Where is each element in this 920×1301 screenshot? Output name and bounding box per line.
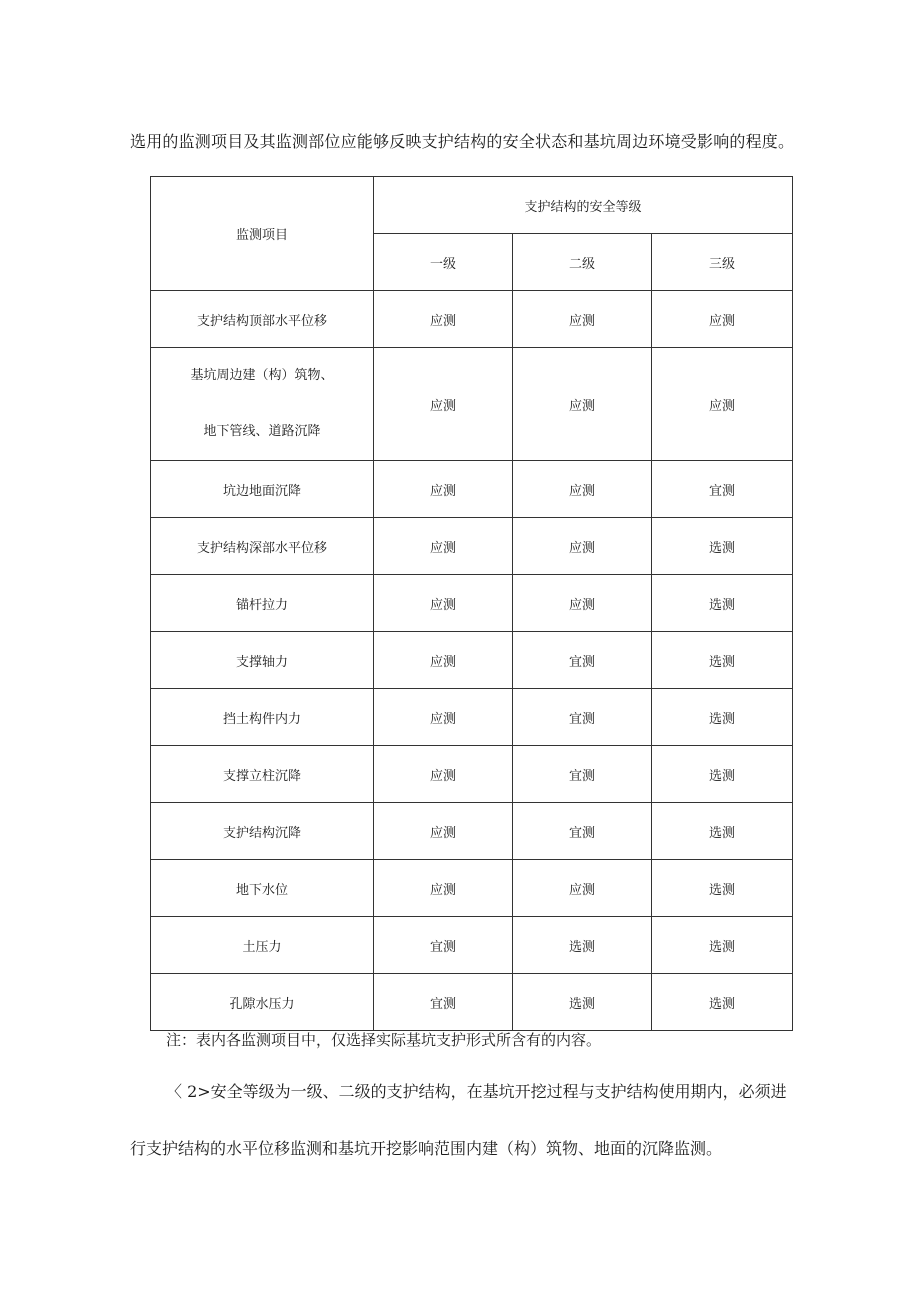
grade-3-cell: 应测 bbox=[652, 348, 793, 461]
grade-2-cell: 选测 bbox=[513, 917, 652, 974]
item-cell: 支撑立柱沉降 bbox=[151, 746, 374, 803]
table-header-row bbox=[151, 177, 793, 234]
table-row bbox=[151, 291, 793, 348]
table-row bbox=[151, 348, 793, 461]
item-cell: 支护结构顶部水平位移 bbox=[151, 291, 374, 348]
paragraph-line-1: 〈 2>安全等级为一级、二级的支护结构，在基坑开挖过程与支护结构使用期内，必须进 bbox=[166, 1082, 787, 1101]
grade-3-cell: 选测 bbox=[652, 746, 793, 803]
paragraph-line-2: 行支护结构的水平位移监测和基坑开挖影响范围内建（构）筑物、地面的沉降监测。 bbox=[130, 1139, 723, 1158]
grade-2-cell: 应测 bbox=[513, 291, 652, 348]
grade-3-cell: 选测 bbox=[652, 803, 793, 860]
grade-1-header: 一级 bbox=[374, 234, 513, 291]
grade-header-cell: 支护结构的安全等级 bbox=[374, 177, 793, 234]
item-cell: 支撑轴力 bbox=[151, 632, 374, 689]
grade-1-cell: 应测 bbox=[374, 461, 513, 518]
grade-2-cell: 应测 bbox=[513, 860, 652, 917]
grade-1-cell: 应测 bbox=[374, 518, 513, 575]
table-row bbox=[151, 803, 793, 860]
grade-2-cell: 宜测 bbox=[513, 803, 652, 860]
grade-1-cell: 应测 bbox=[374, 803, 513, 860]
grade-1-cell: 应测 bbox=[374, 632, 513, 689]
grade-1-cell: 宜测 bbox=[374, 974, 513, 1031]
table-row bbox=[151, 575, 793, 632]
grade-2-cell: 应测 bbox=[513, 461, 652, 518]
item-cell: 锚杆拉力 bbox=[151, 575, 374, 632]
grade-1-cell: 应测 bbox=[374, 689, 513, 746]
table-row bbox=[151, 974, 793, 1031]
grade-3-cell: 选测 bbox=[652, 689, 793, 746]
grade-3-cell: 应测 bbox=[652, 291, 793, 348]
table-note: 注：表内各监测项目中，仅选择实际基坑支护形式所含有的内容。 bbox=[166, 1031, 602, 1049]
item-cell: 坑边地面沉降 bbox=[151, 461, 374, 518]
item-cell: 支护结构沉降 bbox=[151, 803, 374, 860]
item-cell: 孔隙水压力 bbox=[151, 974, 374, 1031]
table-row bbox=[151, 860, 793, 917]
table-row bbox=[151, 746, 793, 803]
grade-3-cell: 选测 bbox=[652, 632, 793, 689]
intro-paragraph: 选用的监测项目及其监测部位应能够反映支护结构的安全状态和基坑周边环境受影响的程度。 bbox=[130, 132, 795, 151]
grade-1-cell: 宜测 bbox=[374, 917, 513, 974]
grade-3-cell: 选测 bbox=[652, 575, 793, 632]
item-header-cell: 监测项目 bbox=[151, 177, 374, 291]
grade-1-cell: 应测 bbox=[374, 348, 513, 461]
grade-1-cell: 应测 bbox=[374, 860, 513, 917]
grade-2-cell: 宜测 bbox=[513, 746, 652, 803]
grade-2-cell: 宜测 bbox=[513, 632, 652, 689]
grade-2-cell: 应测 bbox=[513, 348, 652, 461]
table-row bbox=[151, 518, 793, 575]
item-cell-line-gap bbox=[151, 390, 373, 418]
item-cell: 支护结构深部水平位移 bbox=[151, 518, 374, 575]
table-row bbox=[151, 689, 793, 746]
item-cell: 土压力 bbox=[151, 917, 374, 974]
table-row bbox=[151, 632, 793, 689]
grade-3-cell: 选测 bbox=[652, 917, 793, 974]
item-cell bbox=[151, 348, 374, 461]
grade-1-cell: 应测 bbox=[374, 575, 513, 632]
item-cell-line-1: 基坑周边建（构）筑物、 bbox=[190, 368, 334, 383]
grade-1-cell: 应测 bbox=[374, 291, 513, 348]
grade-1-cell: 应测 bbox=[374, 746, 513, 803]
grade-2-header: 二级 bbox=[513, 234, 652, 291]
grade-3-header: 三级 bbox=[652, 234, 793, 291]
grade-3-cell: 宜测 bbox=[652, 461, 793, 518]
grade-3-cell: 选测 bbox=[652, 518, 793, 575]
grade-2-cell: 应测 bbox=[513, 575, 652, 632]
grade-2-cell: 应测 bbox=[513, 518, 652, 575]
grade-2-cell: 宜测 bbox=[513, 689, 652, 746]
table-row bbox=[151, 917, 793, 974]
grade-2-cell: 选测 bbox=[513, 974, 652, 1031]
item-cell: 挡土构件内力 bbox=[151, 689, 374, 746]
table-row bbox=[151, 461, 793, 518]
monitoring-table bbox=[150, 176, 793, 1031]
grade-3-cell: 选测 bbox=[652, 860, 793, 917]
item-cell: 地下水位 bbox=[151, 860, 374, 917]
item-cell-line-2: 地下管线、道路沉降 bbox=[203, 424, 321, 439]
grade-3-cell: 选测 bbox=[652, 974, 793, 1031]
